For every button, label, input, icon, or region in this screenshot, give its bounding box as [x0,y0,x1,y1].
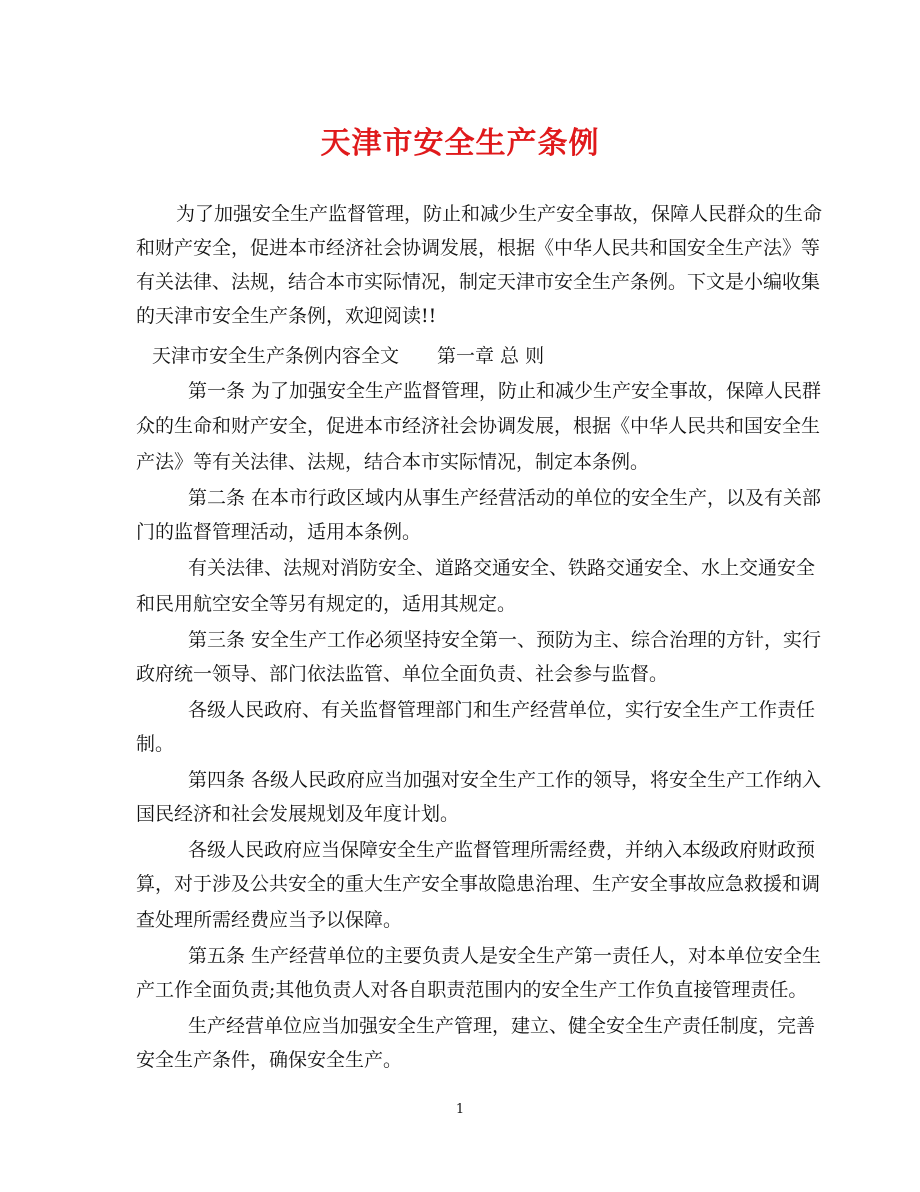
paragraph-line: 第三条 安全生产工作必须坚持安全第一、预防为主、综合治理的方针，实行 [188,629,822,651]
paragraph-line: 为了加强安全生产监督管理，防止和减少生产安全事故，保障人民群众的生命 [176,203,823,225]
paragraph-line: 和财产安全，促进本市经济社会协调发展，根据《中华人民共和国安全生产法》等 [136,237,821,259]
paragraph-line: 各级人民政府、有关监督管理部门和生产经营单位，实行安全生产工作责任 [188,699,816,721]
chapter-heading-line: 天津市安全生产条例内容全文 第一章 总 则 [152,345,545,367]
paragraph-line: 有关法律、法规对消防安全、道路交通安全、铁路交通安全、水上交通安全 [188,557,816,579]
paragraph-line: 和民用航空安全等另有规定的，适用其规定。 [136,593,517,615]
paragraph-line: 众的生命和财产安全，促进本市经济社会协调发展，根据《中华人民共和国安全生 [136,415,821,437]
paragraph-line: 产工作全面负责;其他负责人对各自职责范围内的安全生产工作负直接管理责任。 [136,979,808,1001]
paragraph-line: 第一条 为了加强安全生产监督管理，防止和减少生产安全事故，保障人民群 [188,380,822,402]
paragraph-line: 国民经济和社会发展规划及年度计划。 [136,803,460,825]
paragraph-line: 政府统一领导、部门依法监管、单位全面负责、社会参与监督。 [136,663,669,685]
paragraph-line: 查处理所需经费应当予以保障。 [136,909,403,931]
paragraph-line: 第五条 生产经营单位的主要负责人是安全生产第一责任人，对本单位安全生 [188,945,822,967]
document-title: 天津市安全生产条例 [320,126,600,161]
paragraph-line: 产法》等有关法律、法规，结合本市实际情况，制定本条例。 [136,451,650,473]
paragraph-line: 有关法律、法规，结合本市实际情况，制定天津市安全生产条例。下文是小编收集 [136,271,821,293]
paragraph-line: 制。 [136,733,175,755]
paragraph-line: 各级人民政府应当保障安全生产监督管理所需经费，并纳入本级政府财政预 [188,839,816,861]
paragraph-line: 第四条 各级人民政府应当加强对安全生产工作的领导，将安全生产工作纳入 [188,769,822,791]
page-number: 1 [455,1102,465,1117]
paragraph-line: 安全生产条件，确保安全生产。 [136,1049,403,1071]
paragraph-line: 算，对于涉及公共安全的重大生产安全事故隐患治理、生产安全事故应急救援和调 [136,873,821,895]
paragraph-line: 第二条 在本市行政区域内从事生产经营活动的单位的安全生产，以及有关部 [188,487,822,509]
paragraph-line: 门的监督管理活动，适用本条例。 [136,521,422,543]
paragraph-line: 的天津市安全生产条例，欢迎阅读!! [136,305,437,327]
paragraph-line: 生产经营单位应当加强安全生产管理，建立、健全安全生产责任制度，完善 [188,1015,816,1037]
